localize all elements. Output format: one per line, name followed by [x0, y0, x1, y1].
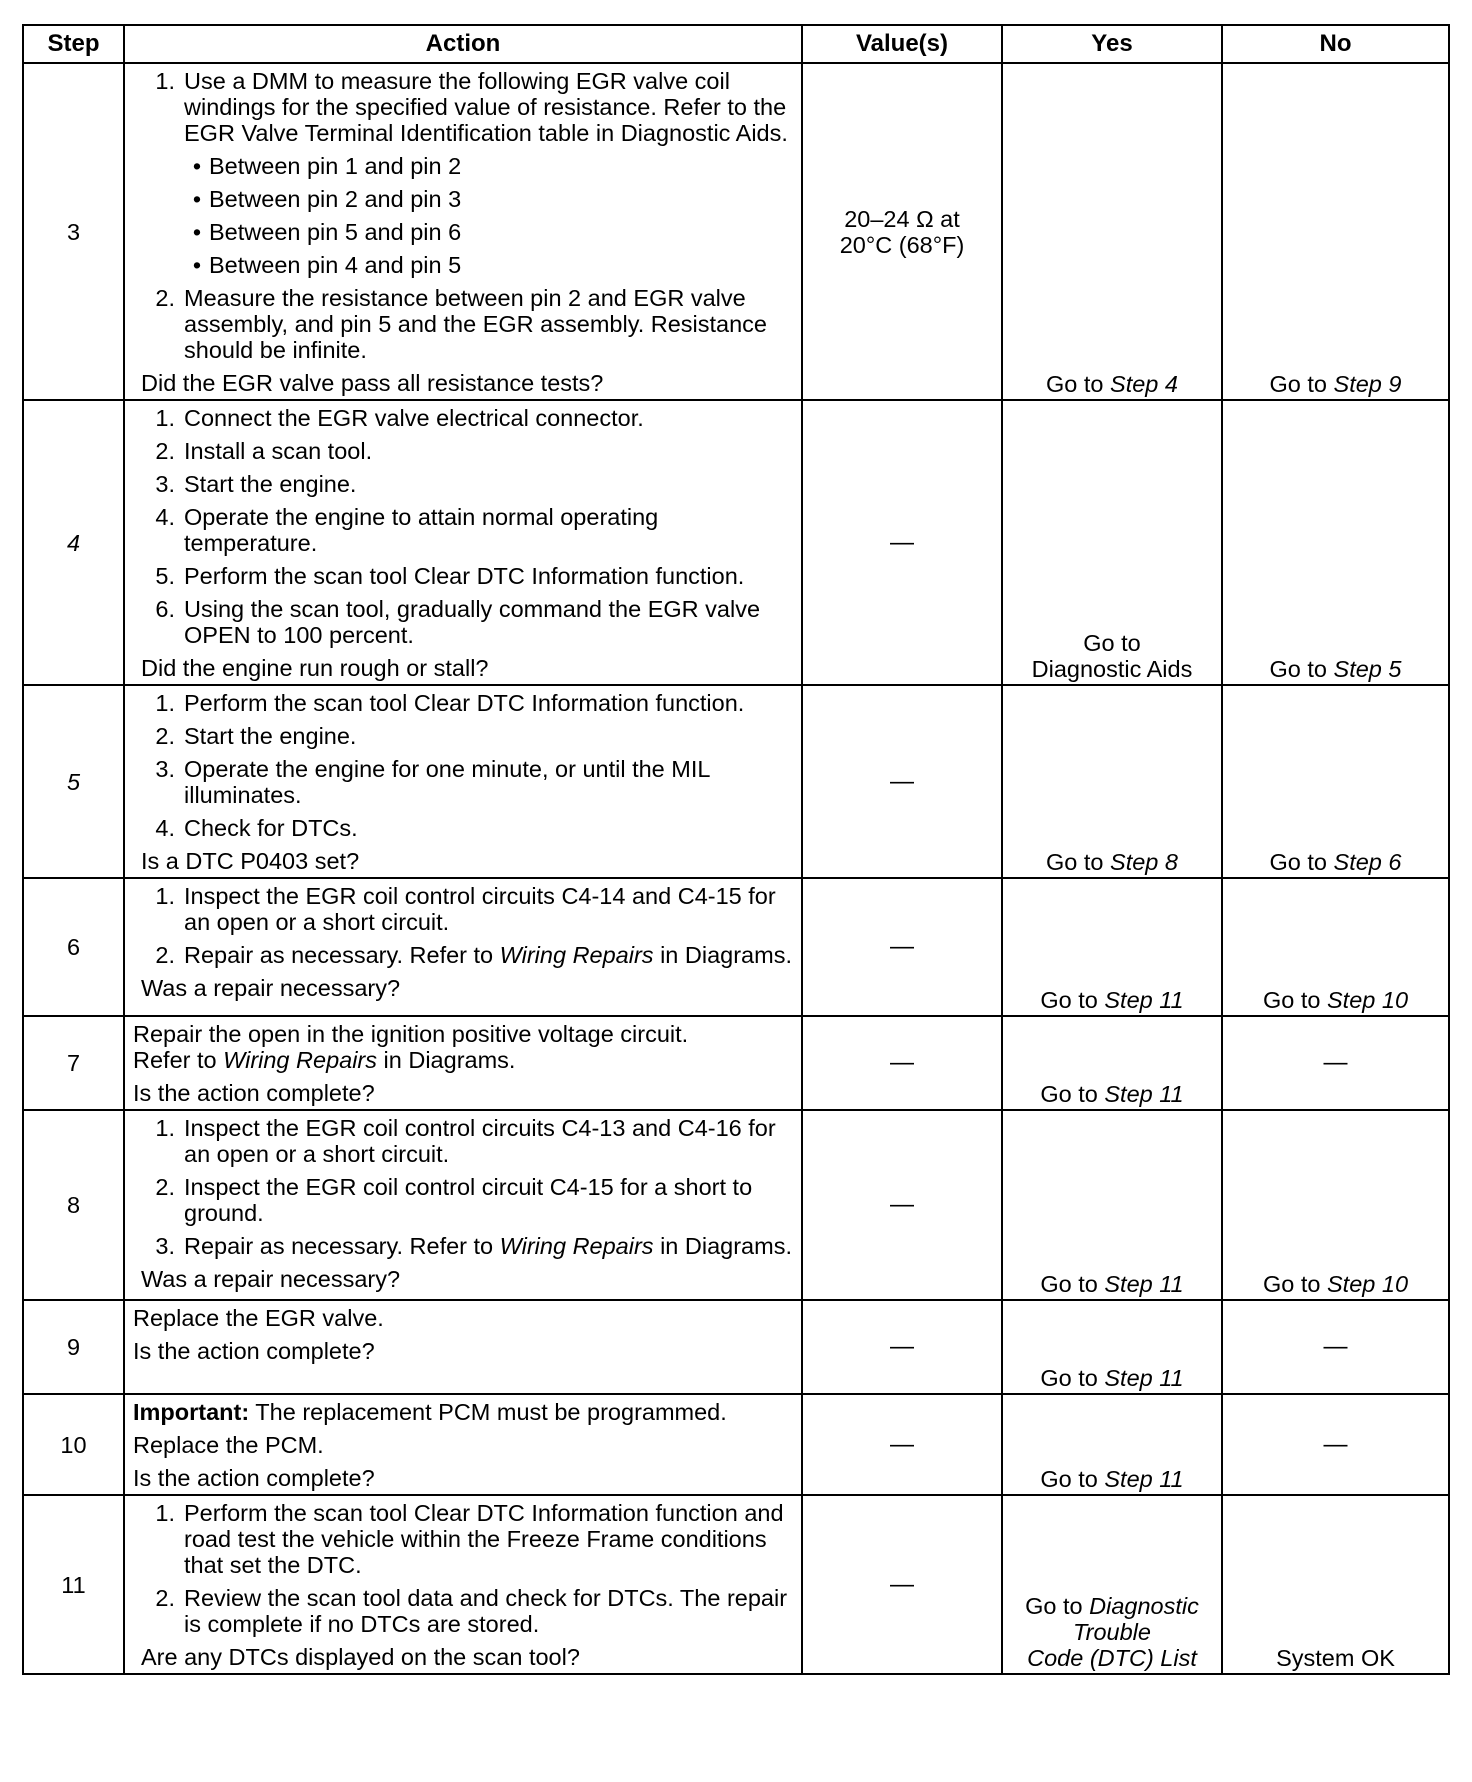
item-number: 1. [155, 883, 175, 909]
yes-step-link[interactable]: Step 11 [1104, 1081, 1184, 1107]
no-cell [1222, 685, 1449, 878]
item-number: 4. [155, 504, 175, 530]
list-item [141, 285, 795, 363]
action-cell [124, 1300, 802, 1394]
step-number: 5 [23, 685, 124, 878]
bullet-icon: • [192, 153, 202, 179]
item-number: 2. [155, 1174, 175, 1200]
table-row [23, 1110, 1449, 1300]
item-text: Start the engine. [184, 471, 357, 497]
yes-prefix: Go to [1040, 987, 1105, 1013]
action-line: Replace the PCM. [133, 1432, 324, 1458]
no-step-link[interactable]: Step 6 [1333, 849, 1402, 875]
table-row [23, 1495, 1449, 1674]
step-question: Is a DTC P0403 set? [141, 848, 360, 874]
item-text-part: in Diagrams. [653, 942, 792, 968]
yes-cell [1002, 878, 1222, 1016]
bullet-item [185, 252, 795, 278]
yes-prefix: Go to [1046, 849, 1111, 875]
no-prefix: Go to [1262, 987, 1327, 1013]
header-no: No [1222, 25, 1449, 63]
item-text-part: Repair as necessary. Refer to [184, 1233, 500, 1259]
list-item [141, 504, 795, 556]
item-number: 3. [155, 1233, 175, 1259]
step-number: 6 [23, 878, 124, 1016]
step-question: Did the EGR valve pass all resistance tests? [141, 370, 604, 396]
table-row [23, 1016, 1449, 1110]
item-number: 6. [155, 596, 175, 622]
list-item [141, 883, 795, 935]
yes-cell [1002, 1495, 1222, 1674]
header-action: Action [124, 25, 802, 63]
item-number: 1. [155, 68, 175, 94]
item-number: 2. [155, 723, 175, 749]
item-text-part: in Diagrams. [653, 1233, 792, 1259]
header-yes: Yes [1002, 25, 1222, 63]
bullet-item [185, 153, 795, 179]
item-number: 2. [155, 942, 175, 968]
action-text-part: in Diagrams. [377, 1047, 516, 1073]
important-note [133, 1399, 795, 1425]
action-cell [124, 63, 802, 400]
value-cell: — [802, 878, 1002, 1016]
yes-step-link[interactable]: Step 11 [1104, 1466, 1184, 1492]
wiring-repairs-link[interactable]: Wiring Repairs [499, 1233, 654, 1259]
action-cell [124, 878, 802, 1016]
list-item [141, 1174, 795, 1226]
yes-prefix: Go to [1040, 1271, 1105, 1297]
yes-dtc-list-link[interactable]: Code (DTC) List [1027, 1645, 1197, 1671]
yes-dtc-list-link[interactable]: Trouble [1073, 1619, 1151, 1645]
yes-cell [1002, 63, 1222, 400]
table-row [23, 1394, 1449, 1495]
step-question: Is the action complete? [133, 1465, 375, 1491]
action-line: Repair the open in the ignition positive voltage circuit. [133, 1021, 689, 1047]
no-cell: System OK [1222, 1495, 1449, 1674]
header-values: Value(s) [802, 25, 1002, 63]
no-cell [1222, 878, 1449, 1016]
no-cell [1222, 400, 1449, 685]
header-step: Step [23, 25, 124, 63]
action-line [133, 1047, 795, 1073]
list-item [141, 1585, 795, 1637]
diagnostic-table-page [22, 24, 1450, 1675]
item-text: Inspect the EGR coil control circuits C4-14 and C4-15 for an open or a short circuit. [184, 883, 776, 935]
item-number: 1. [155, 690, 175, 716]
no-cell: — [1222, 1394, 1449, 1495]
header-row [23, 25, 1449, 63]
table-row [23, 63, 1449, 400]
no-step-link[interactable]: Step 10 [1327, 987, 1409, 1013]
yes-prefix: Go to [1025, 1593, 1090, 1619]
item-text: Measure the resistance between pin 2 and EGR valve assembly, and pin 5 and the EGR assembly. Resistance should be infinite. [184, 285, 768, 363]
action-cell [124, 1016, 802, 1110]
table-row [23, 685, 1449, 878]
step-number: 4 [23, 400, 124, 685]
value-cell: — [802, 1495, 1002, 1674]
step-number: 10 [23, 1394, 124, 1495]
value-cell: — [802, 1300, 1002, 1394]
item-text: Operate the engine for one minute, or until the MIL illuminates. [184, 756, 710, 808]
list-item [141, 723, 795, 749]
yes-prefix: Go to [1046, 371, 1111, 397]
item-number: 2. [155, 1585, 175, 1611]
item-number: 2. [155, 285, 175, 311]
list-item [141, 756, 795, 808]
yes-step-link[interactable]: Step 11 [1104, 1271, 1184, 1297]
value-cell [802, 63, 1002, 400]
item-text: Connect the EGR valve electrical connector. [184, 405, 644, 431]
yes-diagnostic-aids-link[interactable]: Diagnostic Aids [1031, 656, 1193, 682]
bullet-text: Between pin 5 and pin 6 [209, 219, 462, 245]
list-item [141, 438, 795, 464]
yes-cell [1002, 1110, 1222, 1300]
yes-prefix: Go to [1040, 1365, 1105, 1391]
list-item [141, 690, 795, 716]
list-item [141, 1233, 795, 1259]
bullet-icon: • [192, 219, 202, 245]
item-number: 5. [155, 563, 175, 589]
list-item [141, 68, 795, 146]
step-number: 9 [23, 1300, 124, 1394]
no-prefix: Go to [1269, 656, 1334, 682]
item-number: 1. [155, 1500, 175, 1526]
item-text: Check for DTCs. [184, 815, 358, 841]
step-question: Are any DTCs displayed on the scan tool? [141, 1644, 580, 1670]
step-number: 3 [23, 63, 124, 400]
bullet-text: Between pin 1 and pin 2 [209, 153, 462, 179]
item-text [184, 1233, 795, 1259]
wiring-repairs-link[interactable]: Wiring Repairs [223, 1047, 378, 1073]
item-text: Inspect the EGR coil control circuit C4-15 for a short to ground. [184, 1174, 753, 1226]
action-text-part: Refer to [133, 1047, 224, 1073]
no-step-link[interactable]: Step 9 [1333, 371, 1402, 397]
item-text: Inspect the EGR coil control circuits C4-13 and C4-16 for an open or a short circuit. [184, 1115, 776, 1167]
step-number: 8 [23, 1110, 124, 1300]
item-text: Review the scan tool data and check for DTCs. The repair is complete if no DTCs are stored. [184, 1585, 788, 1637]
item-text-part: Repair as necessary. Refer to [184, 942, 500, 968]
action-cell [124, 685, 802, 878]
step-number: 11 [23, 1495, 124, 1674]
yes-prefix: Go to [1040, 1081, 1105, 1107]
action-line: Replace the EGR valve. [133, 1305, 384, 1331]
bullet-item [185, 219, 795, 245]
item-number: 2. [155, 438, 175, 464]
important-text: The replacement PCM must be programmed. [249, 1399, 727, 1425]
list-item [141, 471, 795, 497]
no-step-link[interactable]: Step 10 [1327, 1271, 1409, 1297]
bullet-item [185, 186, 795, 212]
item-number: 3. [155, 471, 175, 497]
item-text: Install a scan tool. [184, 438, 373, 464]
table-row [23, 400, 1449, 685]
no-step-link[interactable]: Step 5 [1333, 656, 1402, 682]
bullet-icon: • [192, 186, 202, 212]
item-text: Perform the scan tool Clear DTC Information function. [184, 563, 745, 589]
item-text: Operate the engine to attain normal operating temperature. [184, 504, 659, 556]
action-cell [124, 1394, 802, 1495]
list-item [141, 815, 795, 841]
item-number: 4. [155, 815, 175, 841]
value-cell: — [802, 685, 1002, 878]
step-question: Is the action complete? [133, 1080, 375, 1106]
value-cell: — [802, 1110, 1002, 1300]
item-text [184, 942, 795, 968]
no-cell: — [1222, 1300, 1449, 1394]
value-line: 20°C (68°F) [839, 231, 965, 258]
yes-prefix: Go to [1083, 630, 1141, 656]
bullet-text: Between pin 4 and pin 5 [209, 252, 462, 278]
action-cell [124, 1110, 802, 1300]
yes-cell [1002, 1394, 1222, 1495]
list-item [141, 942, 795, 968]
list-item [141, 563, 795, 589]
yes-step-link[interactable]: Step 4 [1110, 371, 1178, 397]
diagnostic-table [22, 24, 1450, 1675]
no-cell: — [1222, 1016, 1449, 1110]
item-number: 1. [155, 405, 175, 431]
action-cell [124, 1495, 802, 1674]
yes-cell [1002, 400, 1222, 685]
yes-cell [1002, 1016, 1222, 1110]
important-label: Important: [133, 1399, 250, 1425]
list-item [141, 1115, 795, 1167]
item-text: Using the scan tool, gradually command the EGR valve OPEN to 100 percent. [184, 596, 761, 648]
step-number: 7 [23, 1016, 124, 1110]
step-question: Was a repair necessary? [141, 975, 401, 1001]
bullet-icon: • [192, 252, 202, 278]
table-row [23, 1300, 1449, 1394]
item-text: Use a DMM to measure the following EGR valve coil windings for the specified value of resistance. Refer to the EGR Valve Terminal Identification table in Diagnostic Aids. [184, 68, 788, 146]
no-cell [1222, 1110, 1449, 1300]
no-prefix: Go to [1269, 849, 1334, 875]
wiring-repairs-link[interactable]: Wiring Repairs [499, 942, 654, 968]
value-cell: — [802, 400, 1002, 685]
step-question: Is the action complete? [133, 1338, 375, 1364]
yes-step-link[interactable]: Step 8 [1110, 849, 1178, 875]
table-row [23, 878, 1449, 1016]
list-item [141, 596, 795, 648]
list-item [141, 405, 795, 431]
value-cell: — [802, 1394, 1002, 1495]
item-text: Start the engine. [184, 723, 357, 749]
yes-cell [1002, 1300, 1222, 1394]
yes-step-link[interactable]: Step 11 [1104, 1365, 1184, 1391]
no-prefix: Go to [1269, 371, 1334, 397]
yes-step-link[interactable]: Step 11 [1104, 987, 1184, 1013]
step-question: Was a repair necessary? [141, 1266, 401, 1292]
list-item [141, 1500, 795, 1578]
yes-prefix: Go to [1040, 1466, 1105, 1492]
item-text: Perform the scan tool Clear DTC Information function. [184, 690, 745, 716]
item-number: 3. [155, 756, 175, 782]
no-prefix: Go to [1262, 1271, 1327, 1297]
yes-cell [1002, 685, 1222, 878]
item-number: 1. [155, 1115, 175, 1141]
yes-dtc-list-link[interactable]: Diagnostic [1089, 1593, 1199, 1619]
item-text: Perform the scan tool Clear DTC Information function and road test the vehicle within the Freeze Frame conditions that set the DTC. [184, 1500, 784, 1578]
bullet-text: Between pin 2 and pin 3 [209, 186, 462, 212]
value-line: 20–24 Ω at [844, 205, 960, 232]
no-cell [1222, 63, 1449, 400]
value-cell: — [802, 1016, 1002, 1110]
step-question: Did the engine run rough or stall? [141, 655, 489, 681]
action-cell [124, 400, 802, 685]
